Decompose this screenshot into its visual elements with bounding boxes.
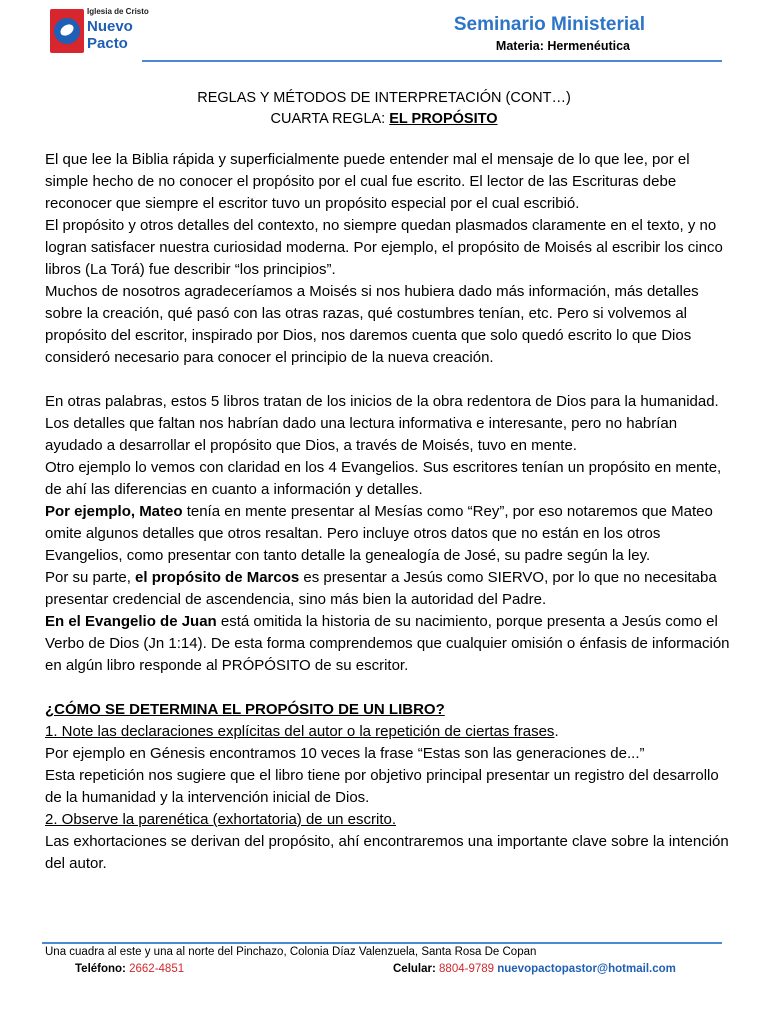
logo-emblem [50, 9, 84, 53]
document-heading-line2 [0, 111, 768, 127]
paragraph-10: Esta repetición nos sugiere que el libro tiene por objetivo principal presentar un registro del desarrollo de la humanidad y la intervención inicial de Dios. [45, 767, 719, 806]
cell-label: Celular: [393, 963, 436, 975]
footer-phone [75, 963, 184, 975]
header-subtitle: Materia: Hermenéutica [495, 39, 630, 53]
paragraph-7 [45, 567, 735, 611]
paragraph-7-lead: el propósito de Marcos [135, 569, 300, 586]
footer-contact [393, 963, 676, 975]
document-body [45, 149, 735, 875]
section-question-heading: ¿CÓMO SE DETERMINA EL PROPÓSITO DE UN LIBRO? [45, 701, 445, 718]
paragraph-8-lead: En el Evangelio de Juan [45, 613, 217, 630]
header-divider [142, 60, 722, 62]
paragraph-9: Por ejemplo en Génesis encontramos 10 veces la frase “Estas son las generaciones de...” [45, 745, 645, 762]
logo-line1: Nuevo [87, 18, 133, 35]
paragraph-1: El que lee la Biblia rápida y superficialmente puede entender mal el mensaje de lo que lee, por el simple hecho de no conocer el propósito por el cual fue escrito. El lector de las Escrituras debe reconocer que siempre el escritor tuvo un propósito especial por el cual escribió. [45, 151, 690, 212]
cell-number: 8804-9789 [439, 963, 495, 975]
paragraph-6-lead: Por ejemplo, Mateo [45, 503, 183, 520]
heading-rule-name: EL PROPÓSITO [389, 111, 498, 127]
paragraph-3: Muchos de nosotros agradeceríamos a Moisés si nos hubiera dado más información, más detalles sobre la creación, qué pasó con las otras razas, qué costumbres tenían, etc. Pero si volvemos al propósito del escritor, inspirado por Dios, nos daremos cuenta que solo quedó escrito lo que Dios consideró necesario para conocer el principio de la nueva creación. [45, 283, 699, 366]
paragraph-2: El propósito y otros detalles del contexto, no siempre quedan plasmados claramente en el texto, y no logran satisfacer nuestra curiosidad moderna. Por ejemplo, el propósito de Moisés al escribir los cinco libros (La Torá) fue describir “los principios”. [45, 217, 723, 278]
paragraph-gap [45, 677, 735, 699]
paragraph-6-body: tenía en mente presentar al Mesías como “Rey”, por eso notaremos que Mateo omite algunos detalles que otros resaltan. Pero incluye otros datos que no están en los otros Evangelios, como presentar con tanto detalle la genealogía de José, su padre según la ley. [45, 503, 713, 564]
church-logo [50, 7, 149, 55]
point-1 [45, 721, 735, 743]
paragraph-7-pre: Por su parte, [45, 569, 136, 586]
phone-label: Teléfono: [75, 963, 126, 975]
paragraph-8-body: está omitida la historia de su nacimiento, porque presenta a Jesús como el Verbo de Dios (Jn 1:14). De esta forma comprendemos que cualquier omisión o énfasis de información en algún libro responde al PRÓPÓSITO de su escritor. [45, 613, 730, 674]
paragraph-5: Otro ejemplo lo vemos con claridad en los 4 Evangelios. Sus escritores tenían un propósito en mente, de ahí las diferencias en cuanto a información y detalles. [45, 459, 722, 498]
point-1-text: 1. Note las declaraciones explícitas del autor o la repetición de ciertas frases [45, 723, 555, 740]
heading-rule-label: CUARTA REGLA: [270, 111, 390, 127]
logo-line2: Pacto [87, 35, 128, 52]
footer-address: Una cuadra al este y una al norte del Pinchazo, Colonia Díaz Valenzuela, Santa Rosa De Copan [45, 946, 537, 958]
paragraph-7-body: es presentar a Jesús como SIERVO, por lo que no necesitaba presentar credencial de ascendencia, sino más bien la autoridad del Padre. [45, 569, 717, 608]
document-heading-line1: REGLAS Y MÉTODOS DE INTERPRETACIÓN (CONT…) [197, 90, 571, 106]
point-2: 2. Observe la parenética (exhortatoria) de un escrito. [45, 811, 397, 828]
logo-small-text: Iglesia de Cristo [87, 7, 149, 16]
header-title: Seminario Ministerial [453, 14, 645, 35]
phone-number: 2662-4851 [129, 963, 185, 975]
point-1-end: . [554, 723, 559, 740]
paragraph-4: En otras palabras, estos 5 libros tratan de los inicios de la obra redentora de Dios para la humanidad. Los detalles que faltan nos habrían dado una lectura informativa e interesante, pero no habrían ayudado a desarrollar el propósito que Dios, a través de Moisés, tuvo en mente. [45, 393, 719, 454]
footer-divider [42, 942, 722, 944]
paragraph-6 [45, 501, 735, 567]
paragraph-gap [45, 369, 735, 391]
paragraph-8 [45, 611, 735, 677]
paragraph-11: Las exhortaciones se derivan del propósito, ahí encontraremos una importante clave sobre la intención del autor. [45, 833, 729, 872]
email-link[interactable]: nuevopactopastor@hotmail.com [497, 963, 676, 975]
